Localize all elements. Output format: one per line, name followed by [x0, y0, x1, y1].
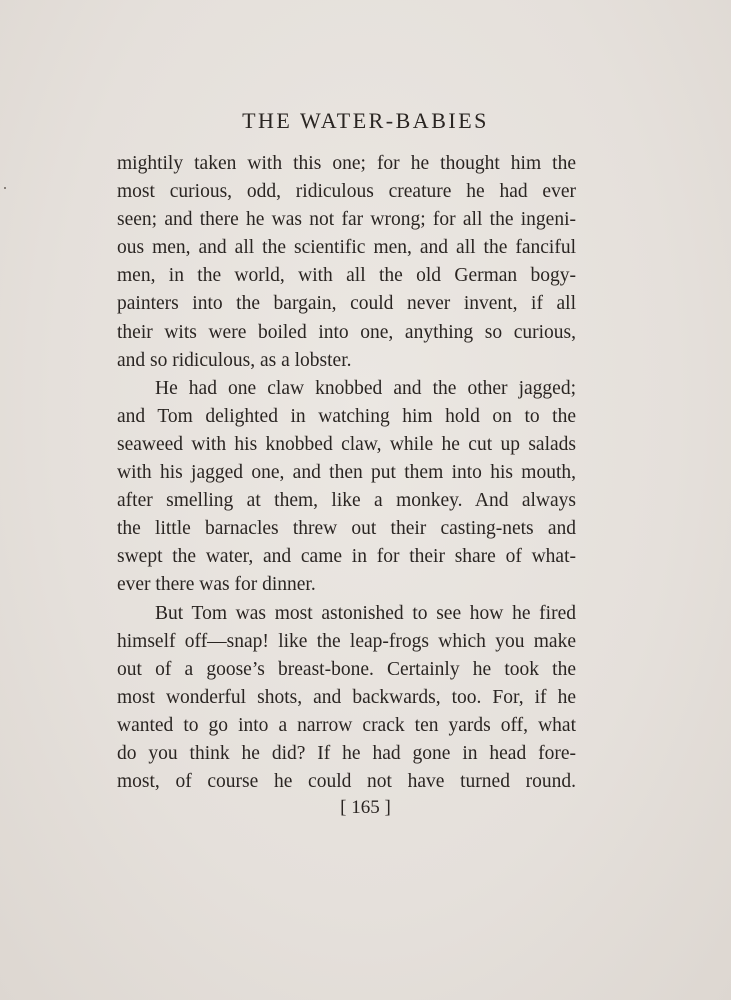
text-line: the little barnacles threw out their casting-nets and [117, 518, 576, 540]
text-line: wanted to go into a narrow crack ten yards off, what [117, 714, 576, 736]
text-line: He had one claw knobbed and the other jagged; [155, 377, 576, 399]
text-line: painters into the bargain, could never invent, if all [117, 293, 576, 315]
text-line: with his jagged one, and then put them into his mouth, [117, 462, 576, 484]
text-line: himself off—snap! like the leap-frogs which you make [117, 630, 576, 652]
text-line: mightily taken with this one; for he thought him the [117, 153, 576, 174]
text-line: their wits were boiled into one, anything so curious, [117, 321, 576, 343]
text-line: out of a goose’s breast-bone. Certainly he took the [117, 658, 576, 680]
text-line: and so ridiculous, as a lobster. [117, 349, 352, 371]
text-line: and Tom delighted in watching him hold on to the [117, 405, 576, 427]
text-line: swept the water, and came in for their share of what- [117, 546, 576, 568]
text-line: ever there was for dinner. [117, 574, 316, 596]
body-text [117, 150, 576, 796]
text-line: after smelling at them, like a monkey. And always [117, 490, 576, 512]
text-line: seen; and there he was not far wrong; for all the ingeni- [117, 209, 576, 231]
text-line: men, in the world, with all the old German bogy- [117, 265, 576, 287]
running-head: THE WATER-BABIES [242, 108, 489, 133]
text-line: most, of course he could not have turned round. [117, 771, 576, 793]
paper-speck [4, 187, 6, 189]
text-line: do you think he did? If he had gone in head fore- [117, 742, 576, 764]
text-line: seaweed with his knobbed claw, while he cut up salads [117, 433, 576, 455]
text-line: But Tom was most astonished to see how he fired [155, 602, 576, 624]
page-number: [ 165 ] [340, 797, 391, 818]
text-line: ous men, and all the scientific men, and all the fanciful [117, 237, 576, 259]
text-line: most curious, odd, ridiculous creature he had ever [117, 181, 576, 203]
text-line: most wonderful shots, and backwards, too. For, if he [117, 686, 576, 708]
